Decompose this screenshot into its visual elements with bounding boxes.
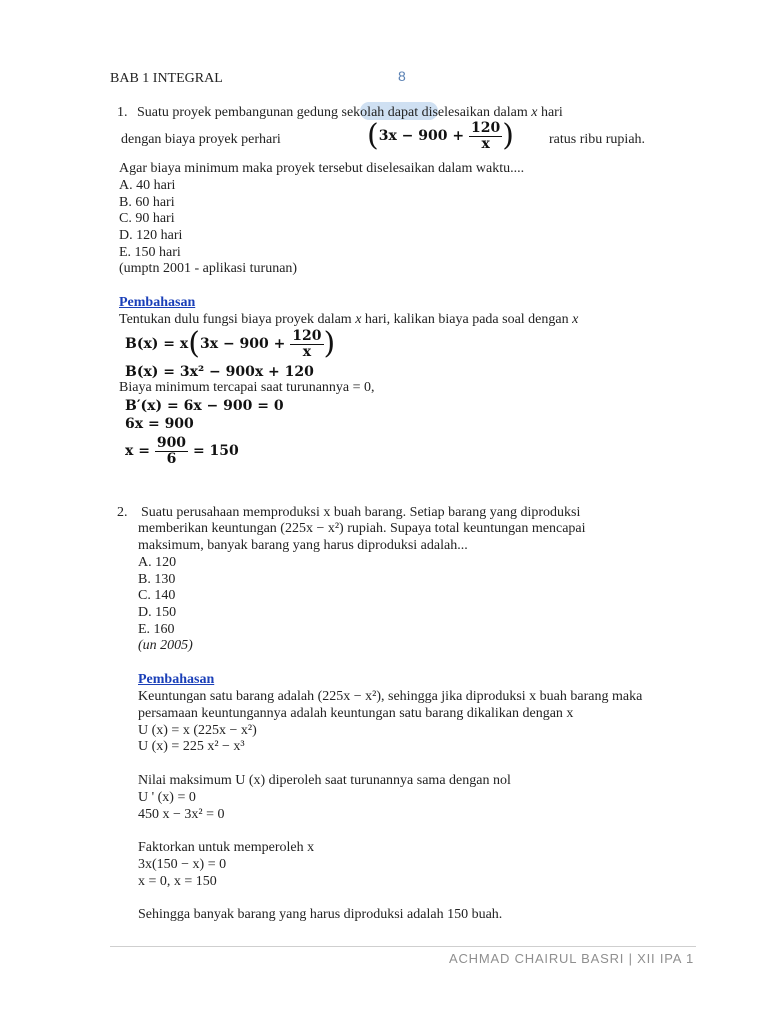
- q1-expr-inner: 3x − 900 +: [378, 128, 465, 144]
- solution-2-line6: U ' (x) = 0: [138, 790, 196, 805]
- question-1-option-c: C. 90 hari: [119, 211, 175, 226]
- sol1-eq5-fraction: [155, 436, 188, 467]
- question-1-option-b: B. 60 hari: [119, 195, 175, 210]
- solution-2-line2: persamaan keuntungannya adalah keuntungan satu barang dikalikan dengan x: [138, 706, 574, 721]
- q1-fraction: [469, 121, 502, 152]
- solution-2-line11: Sehingga banyak barang yang harus diproduksi adalah 150 buah.: [138, 907, 503, 922]
- question-2-option-b: B. 130: [138, 572, 176, 587]
- solution-1-text2: Biaya minimum tercapai saat turunannya = 0,: [119, 380, 375, 395]
- q1-line1-text: Suatu proyek pembangunan gedung sekolah dapat diselesaikan dalam: [137, 105, 528, 120]
- footer-text: ACHMAD CHAIRUL BASRI | XII IPA 1: [449, 951, 694, 966]
- question-2-number: 2.: [117, 505, 128, 520]
- question-1-line2-unit: ratus ribu rupiah.: [549, 132, 646, 147]
- sol1-eq1-lhs: B(x) = x: [125, 336, 189, 352]
- question-1-line2-text: dengan biaya proyek perhari: [121, 132, 281, 147]
- question-2-line3: maksimum, banyak barang yang harus diproduksi adalah...: [138, 538, 468, 553]
- solution-2-line7: 450 x − 3x² = 0: [138, 807, 225, 822]
- question-1-line3: Agar biaya minimum maka proyek tersebut diselesaikan dalam waktu....: [119, 161, 525, 176]
- sol1-intro-b: hari, kalikan biaya pada soal dengan: [364, 312, 569, 327]
- question-2-option-e: E. 160: [138, 622, 175, 637]
- question-2-line1: Suatu perusahaan memproduksi x buah barang. Setiap barang yang diproduksi: [141, 505, 581, 520]
- question-2-source: (un 2005): [138, 638, 193, 653]
- solution-1-eq2: B(x) = 3x² − 900x + 120: [125, 364, 314, 380]
- question-2-line2: memberikan keuntungan (225x − x²) rupiah. Supaya total keuntungan mencapai: [138, 521, 586, 536]
- sol1-eq1-den: x: [302, 343, 312, 360]
- solution-1-heading: Pembahasan: [119, 295, 196, 310]
- question-1-option-a: A. 40 hari: [119, 178, 176, 193]
- question-2-option-c: C. 140: [138, 588, 176, 603]
- q1-frac-den: x: [481, 135, 490, 152]
- sol1-intro-x2: x: [572, 312, 579, 327]
- sol1-eq1-fraction: [290, 329, 323, 360]
- question-2-option-a: A. 120: [138, 555, 177, 570]
- sol1-intro-a: Tentukan dulu fungsi biaya proyek dalam: [119, 312, 352, 327]
- solution-2-line3: U (x) = x (225x − x²): [138, 723, 257, 738]
- solution-2-line1: Keuntungan satu barang adalah (225x − x²), sehingga jika diproduksi x buah barang maka: [138, 689, 643, 704]
- solution-2-line4: U (x) = 225 x² − x³: [138, 739, 245, 754]
- solution-1-eq3: B′(x) = 6x − 900 = 0: [125, 398, 284, 414]
- question-1-number: 1.: [117, 105, 128, 120]
- page-number: 8: [398, 68, 406, 84]
- solution-1-eq4: 6x = 900: [125, 416, 194, 432]
- solution-1-eq1: B(x) = x(3x − 900 + $\frac{120}{x}$ ): [125, 326, 336, 361]
- chapter-title: BAB 1 INTEGRAL: [110, 71, 223, 86]
- q1-hari: hari: [540, 105, 563, 120]
- solution-2-heading: Pembahasan: [138, 672, 215, 687]
- solution-2-line10: x = 0, x = 150: [138, 874, 217, 889]
- sol1-intro-x: x: [355, 312, 362, 327]
- solution-2-line8: Faktorkan untuk memperoleh x: [138, 840, 315, 855]
- sol1-eq1-inner: 3x − 900 +: [199, 336, 286, 352]
- question-1-source: (umptn 2001 - aplikasi turunan): [119, 261, 298, 276]
- footer-divider: [110, 946, 696, 947]
- q1-frac-num: 120: [471, 119, 501, 136]
- solution-2-line5: Nilai maksimum U (x) diperoleh saat turunannya sama dengan nol: [138, 773, 511, 788]
- sol1-eq5-num: 900: [156, 434, 187, 451]
- sol1-eq5-rhs: = 150: [192, 443, 239, 459]
- question-1-option-d: D. 120 hari: [119, 228, 183, 243]
- question-1-cost-expression: (3x − 900 + $\frac{120}{x}$ ): [367, 118, 514, 153]
- q1-var-x: x: [531, 105, 538, 120]
- question-1-option-e: E. 150 hari: [119, 245, 181, 260]
- sol1-eq1-num: 120: [292, 327, 322, 344]
- solution-2-line9: 3x(150 − x) = 0: [138, 857, 227, 872]
- sol1-eq5-lhs: x =: [125, 443, 150, 459]
- solution-1-eq5: [125, 433, 239, 469]
- sol1-eq5-den: 6: [166, 450, 177, 467]
- question-2-option-d: D. 150: [138, 605, 177, 620]
